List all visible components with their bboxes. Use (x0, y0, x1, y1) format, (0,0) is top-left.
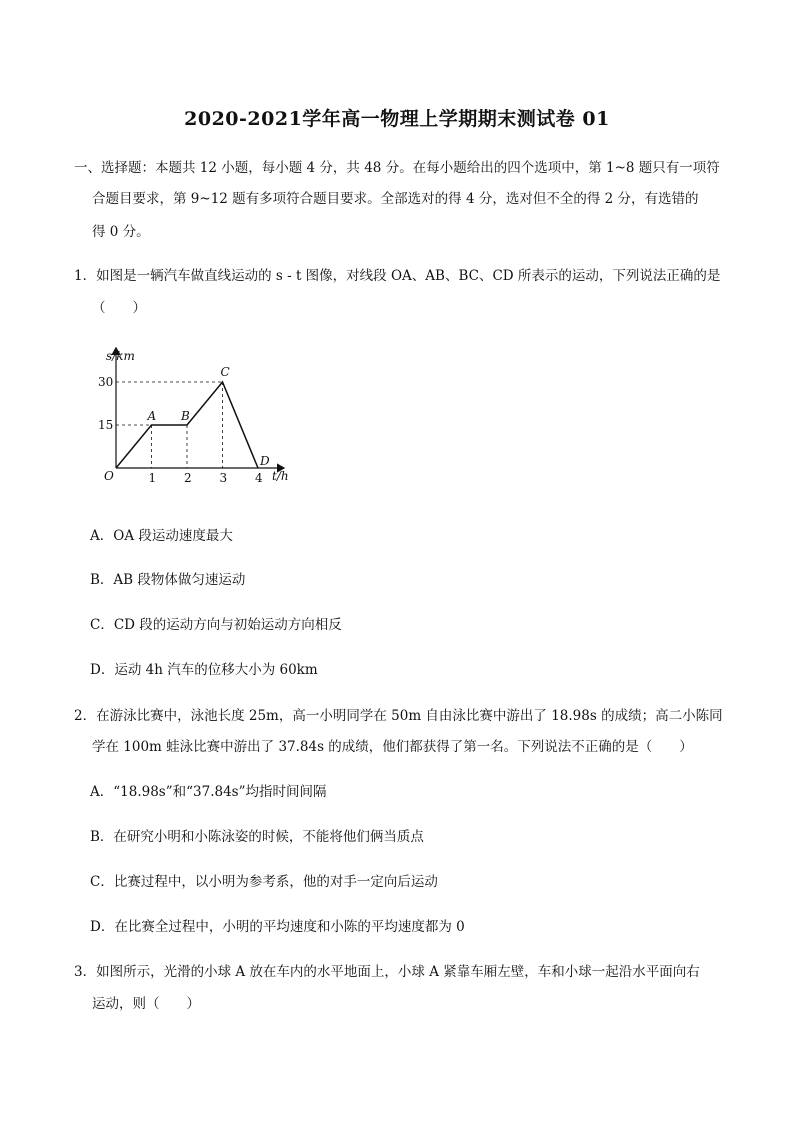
q2-option-d: D．在比赛全过程中，小明的平均速度和小陈的平均速度都为 0 (90, 919, 465, 935)
q1-option-a: A．OA 段运动速度最大 (90, 528, 233, 544)
q2-stem-line-2: 学在 100m 蛙泳比赛中游出了 37.84s 的成绩，他们都获得了第一名。下列说法不正确的是（ ） (92, 739, 693, 755)
x-tick-label: 2 (184, 471, 192, 485)
x-tick-label: 4 (255, 471, 263, 485)
q2-stem-line-1: 2．在游泳比赛中，泳池长度 25m，高一小明同学在 50m 自由泳比赛中游出了 18.98s 的成绩；高二小陈同 (74, 708, 723, 724)
q3-stem-line-2: 运动，则（ ） (92, 996, 200, 1012)
q1-stem-line-2: （ ） (92, 300, 146, 316)
q3-stem-line-1: 3．如图所示，光滑的小球 A 放在车内的水平地面上，小球 A 紧靠车厢左壁，车和小球一起沿水平面向右 (74, 964, 700, 980)
y-tick-label: 15 (98, 418, 114, 432)
q1-stem-line-1: 1．如图是一辆汽车做直线运动的 s - t 图像，对线段 OA、AB、BC、CD 所表示的运动，下列说法正确的是 (74, 268, 721, 284)
point-label-A: A (147, 409, 157, 423)
section-header-line-3: 得 0 分。 (92, 224, 150, 240)
section-header-line-2: 合题目要求，第 9~12 题有多项符合题目要求。全部选对的得 4 分，选对但不全的得 2 分，有选错的 (92, 191, 699, 207)
point-label-O: O (104, 469, 114, 483)
q2-option-a: A．“18.98s”和“37.84s”均指时间间隔 (90, 784, 327, 800)
page-title: 2020-2021学年高一物理上学期期末测试卷 01 (184, 108, 610, 130)
point-label-D: D (260, 454, 270, 468)
section-header-line-1: 一、选择题：本题共 12 小题，每小题 4 分，共 48 分。在每小题给出的四个选项中，第 1~8 题只有一项符 (74, 160, 720, 176)
q2-option-b: B．在研究小明和小陈泳姿的时候，不能将他们俩当质点 (90, 829, 424, 845)
x-tick-label: 3 (219, 471, 228, 485)
q1-option-b: B．AB 段物体做匀速运动 (90, 572, 246, 588)
y-axis-label: s/km (106, 349, 135, 363)
x-axis-label: t/h (272, 469, 289, 483)
x-tick-label: 1 (148, 471, 157, 485)
st-graph (96, 340, 296, 490)
point-label-C: C (220, 365, 230, 379)
y-tick-label: 30 (98, 375, 114, 389)
q1-option-c: C．CD 段的运动方向与初始运动方向相反 (90, 617, 342, 633)
q1-option-d: D．运动 4h 汽车的位移大小为 60km (90, 662, 318, 678)
point-label-B: B (181, 409, 190, 423)
q2-option-c: C．比赛过程中，以小明为参考系，他的对手一定向后运动 (90, 874, 438, 890)
